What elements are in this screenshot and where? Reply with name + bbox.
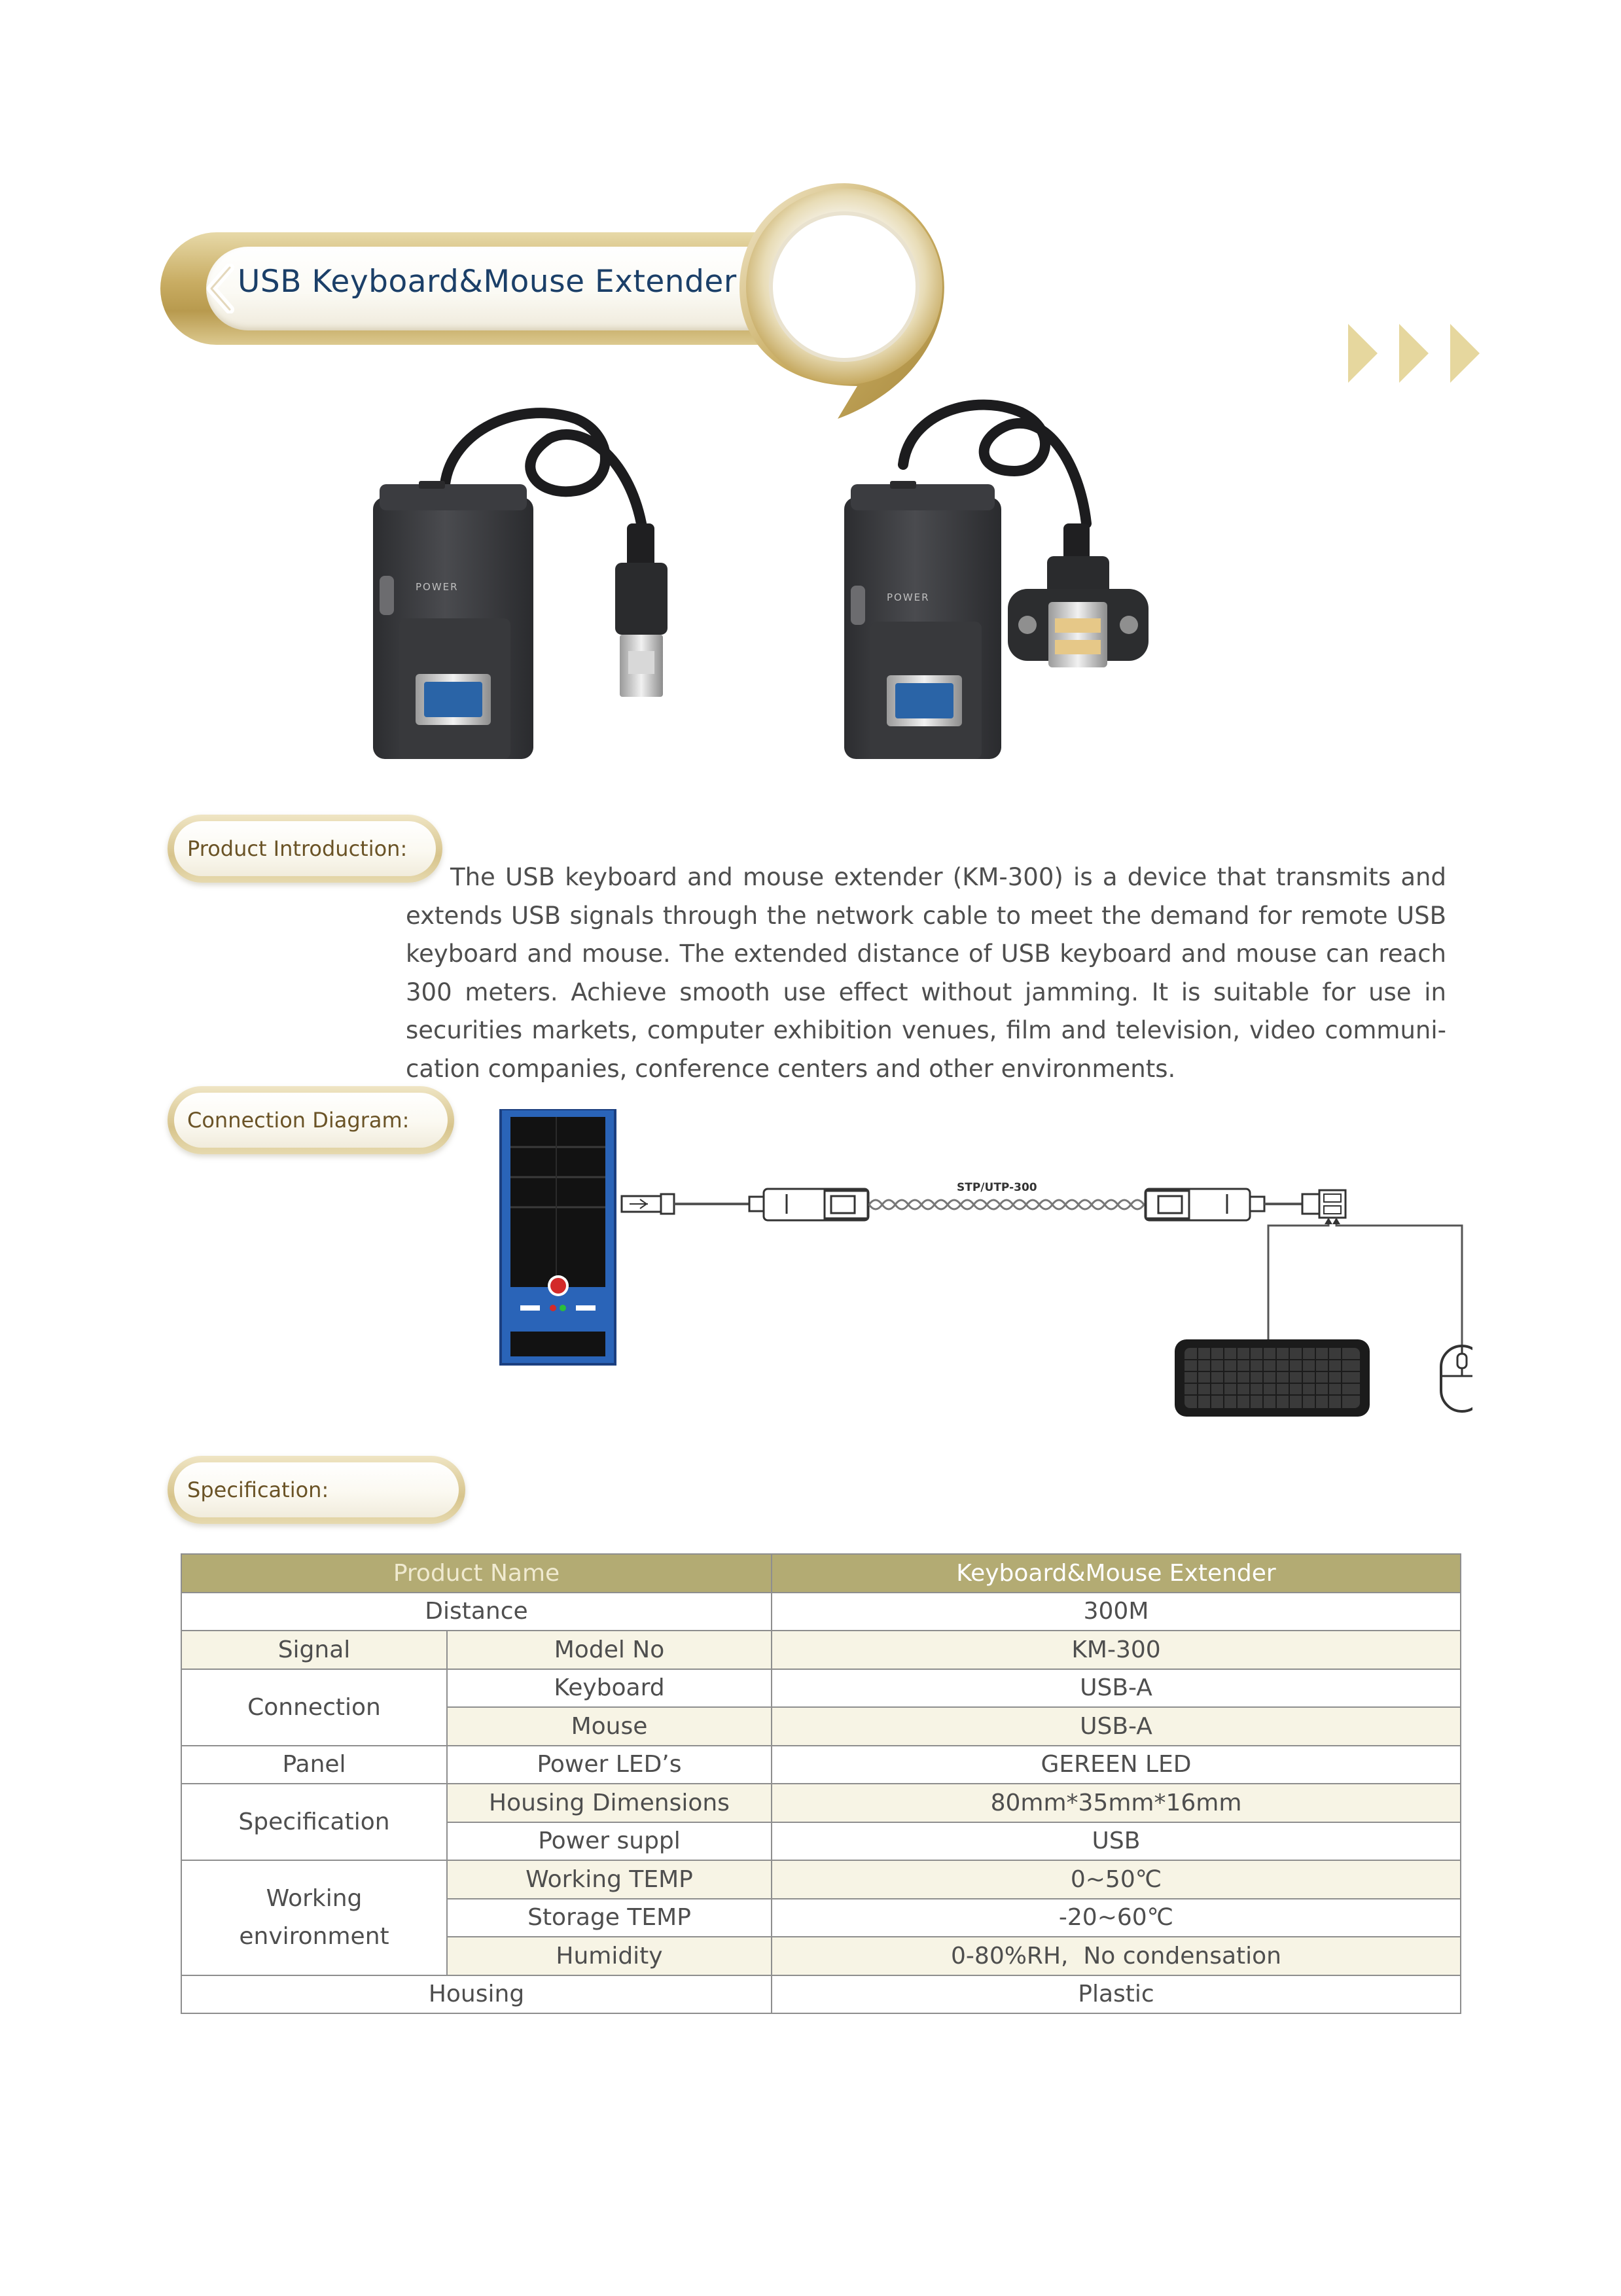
row-label: Working TEMP (447, 1860, 772, 1899)
connection-diagram (491, 1109, 1472, 1436)
chevron-left-icon (201, 264, 240, 313)
section-label-specification (168, 1456, 465, 1524)
table-row (181, 1975, 1461, 2014)
section-heading: Connection Diagram: (187, 1108, 410, 1133)
group-label-line: Working (266, 1884, 363, 1912)
table-row (181, 1860, 1461, 1899)
table-row (181, 1746, 1461, 1784)
row-value: USB-A (772, 1669, 1461, 1708)
row-label: Keyboard (447, 1669, 772, 1708)
section-heading: Product Introduction: (187, 836, 408, 861)
group-label (181, 1860, 447, 1975)
page-title: USB Keyboard&Mouse Extender (238, 264, 737, 300)
section-label-intro (168, 815, 442, 883)
row-label: Housing Dimensions (447, 1784, 772, 1822)
row-value: Plastic (772, 1975, 1461, 2014)
row-value: 0-80%RH, No condensation (772, 1937, 1461, 1975)
group-label: Connection (181, 1669, 447, 1746)
intro-paragraph: The USB keyboard and mouse extender (KM-300) is a device that transmits and extends USB signals through the network cable to meet the demand for remote USB keyboard and mouse. The extended distance of USB keyboard and mouse can reach 300 meters. Achieve smooth use effect without jamming. It is suitable for use in securities markets, computer exhibition venues, film and television, video communi-cation companies, conference centers and other environments. (406, 863, 1446, 1083)
title-banner (160, 232, 762, 345)
row-value: KM-300 (772, 1631, 1461, 1669)
row-label: Power LED’s (447, 1746, 772, 1784)
remote-extender-unit (1145, 1189, 1302, 1220)
row-value: USB (772, 1822, 1461, 1861)
pc-tower-icon (501, 1109, 615, 1364)
mouse-icon (1441, 1346, 1472, 1411)
decorative-ring (733, 177, 955, 425)
row-label: Storage TEMP (447, 1899, 772, 1937)
section-label-connection (168, 1086, 454, 1154)
header-cell: Keyboard&Mouse Extender (772, 1554, 1461, 1593)
row-label: Mouse (447, 1707, 772, 1746)
keyboard-icon (1175, 1339, 1370, 1417)
power-label: POWER (887, 592, 930, 603)
chevron-right-icons (1348, 321, 1486, 386)
usb-socket-icon (1302, 1190, 1345, 1218)
header-cell: Product Name (181, 1554, 772, 1593)
group-label: Specification (181, 1784, 447, 1860)
table-row (181, 1669, 1461, 1708)
row-value: USB-A (772, 1707, 1461, 1746)
row-value: GEREEN LED (772, 1746, 1461, 1784)
row-label: Model No (447, 1631, 772, 1669)
group-label: Panel (181, 1746, 447, 1784)
power-label: POWER (416, 581, 459, 593)
table-row (181, 1631, 1461, 1669)
group-label: Signal (181, 1631, 447, 1669)
specification-table (181, 1553, 1461, 2014)
section-heading: Specification: (187, 1477, 329, 1502)
row-label: Housing (181, 1975, 772, 2014)
table-row (181, 1784, 1461, 1822)
product-photo (353, 393, 1256, 766)
row-value: -20~60℃ (772, 1899, 1461, 1937)
row-value: 300M (772, 1593, 1461, 1631)
table-header-row (181, 1554, 1461, 1593)
group-label-line: environment (239, 1922, 389, 1950)
row-label: Power suppl (447, 1822, 772, 1861)
usb-plug-icon (622, 1194, 749, 1214)
row-label: Distance (181, 1593, 772, 1631)
row-value: 0~50℃ (772, 1860, 1461, 1899)
row-value: 80mm*35mm*16mm (772, 1784, 1461, 1822)
cable-label: STP/UTP-300 (957, 1181, 1037, 1194)
local-extender-unit (749, 1189, 868, 1220)
table-row (181, 1593, 1461, 1631)
row-label: Humidity (447, 1937, 772, 1975)
